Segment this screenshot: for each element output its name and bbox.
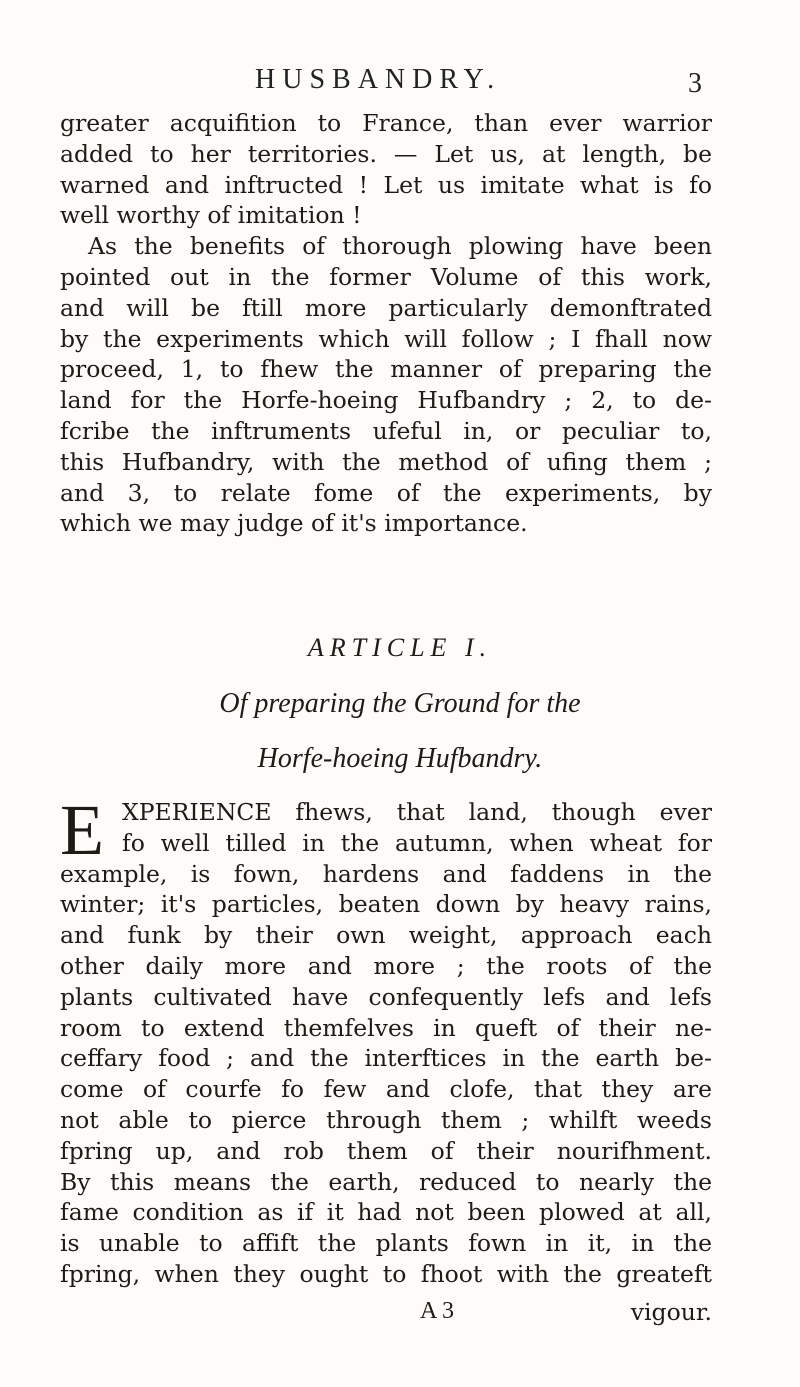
text-line: fame condition as if it had not been plowed at all, xyxy=(60,1198,712,1227)
text-line: greater acquifition to France, than ever warrior xyxy=(60,109,712,137)
intro-paragraphs xyxy=(60,108,712,539)
text-line: As the benefits of thorough plowing have been xyxy=(88,232,712,261)
drop-cap: E xyxy=(60,790,104,870)
text-line: and will be ftill more particularly demonftrated xyxy=(60,293,712,322)
page-number: 3 xyxy=(688,68,702,99)
text-line: warned and inftructed ! Let us imitate what is fo xyxy=(60,170,712,199)
text-line: By this means the earth, reduced to nearly the xyxy=(60,1167,712,1196)
text-line: added to her territories. — Let us, at length, be xyxy=(60,139,712,168)
text-line: is unable to affift the plants fown in it, in the xyxy=(60,1229,712,1258)
text-line: winter; it's particles, beaten down by heavy rains, xyxy=(60,890,712,919)
text-line: fpring up, and rob them of their nourifhment. xyxy=(60,1136,712,1165)
text-line: fcribe the inftruments ufeful in, or peculiar to, xyxy=(60,416,712,445)
page-footer xyxy=(60,1298,712,1330)
text-line: come of courfe fo few and clofe, that they are xyxy=(60,1075,712,1104)
text-line: example, is fown, hardens and faddens in the xyxy=(60,859,712,888)
text-line: ceffary food ; and the interftices in the earth be- xyxy=(60,1044,712,1073)
text-line: and funk by their own weight, approach each xyxy=(60,921,712,950)
text-line: other daily more and more ; the roots of the xyxy=(60,951,712,980)
text-line: plants cultivated have confequently lefs and lefs xyxy=(60,982,712,1011)
text-line: fpring, when they ought to fhoot with the greateft xyxy=(60,1259,712,1288)
article-subtitle-line-1: Of preparing the Ground for the xyxy=(219,688,581,719)
text-line: proceed, 1, to fhew the manner of preparing the xyxy=(60,355,712,384)
running-title: HUSBANDRY. xyxy=(255,64,502,95)
text-line: pointed out in the former Volume of this work, xyxy=(60,262,712,291)
text-line: which we may judge of it's importance. xyxy=(60,509,528,538)
body-paragraph xyxy=(60,790,712,1290)
catchword: vigour. xyxy=(630,1298,712,1326)
text-line: land for the Horfe-hoeing Hufbandry ; 2, to de- xyxy=(60,386,712,415)
text-line: room to extend themfelves in queft of their ne- xyxy=(60,1013,712,1042)
text-line: and 3, to relate fome of the experiments, by xyxy=(60,478,712,507)
signature-mark: A 3 xyxy=(420,1298,455,1324)
text-line: XPERIENCE fhews, that land, though ever xyxy=(122,798,712,826)
text-line: by the experiments which will follow ; I fhall now xyxy=(60,324,712,353)
text-line: fo well tilled in the autumn, when wheat for xyxy=(122,828,712,857)
text-line: this Hufbandry, with the method of ufing them ; xyxy=(60,447,712,476)
text-line: well worthy of imitation ! xyxy=(60,201,362,230)
article-heading: ARTICLE I. xyxy=(307,633,493,662)
article-subtitle-line-2: Horfe-hoeing Hufbandry. xyxy=(257,743,543,774)
text-line: not able to pierce through them ; whilft weeds xyxy=(60,1105,712,1134)
